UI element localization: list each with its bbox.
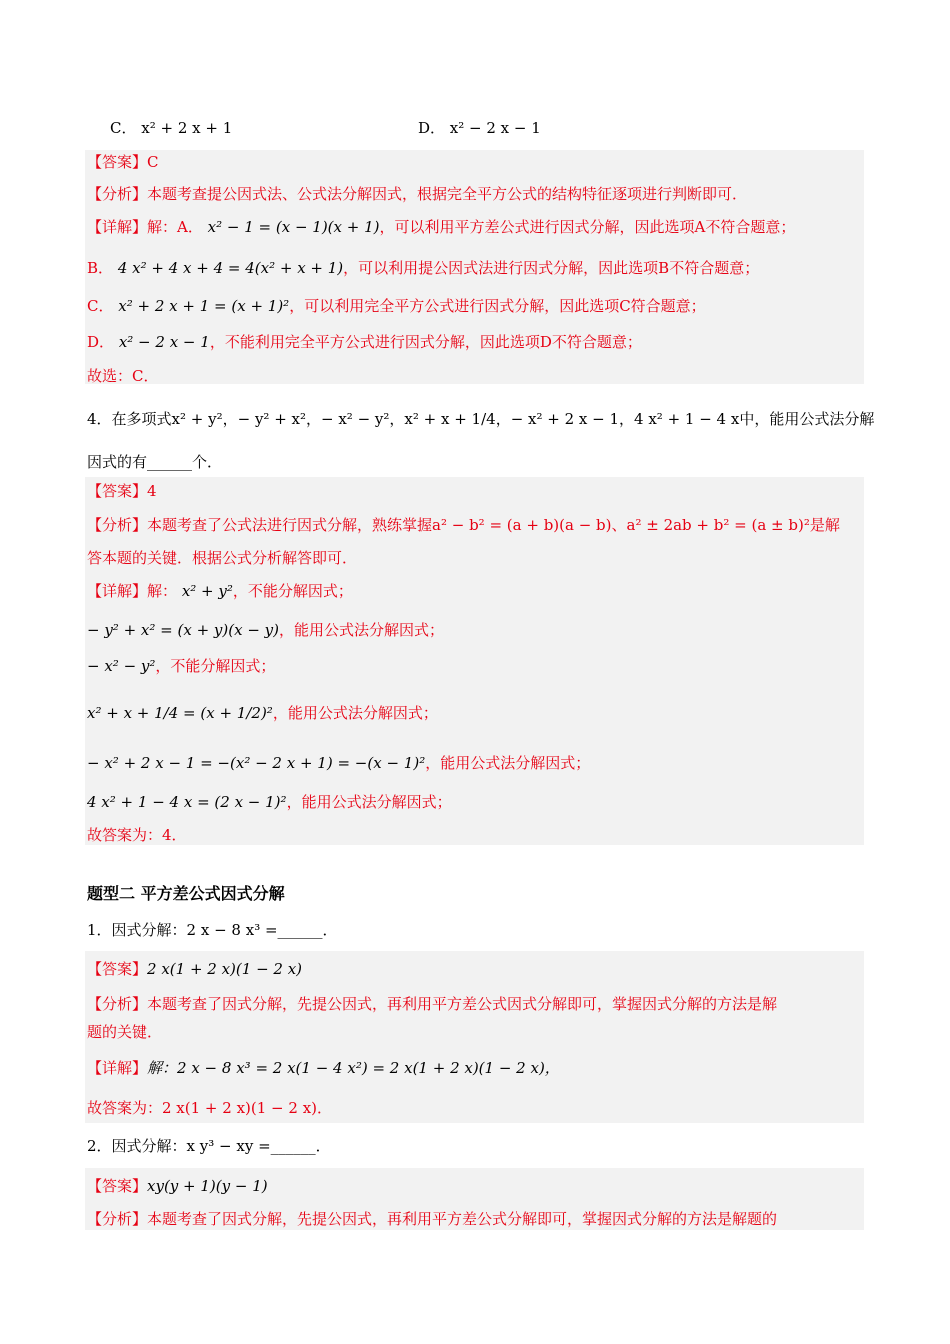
q4-analysis-line1 — [87, 514, 840, 536]
step-math: 4 x² + 1 − 4 x = (2 x − 1)² — [87, 793, 287, 811]
s2q1-analysis-line2: 题的关键． — [87, 1023, 163, 1041]
detail-a-prefix: 解：A． — [147, 218, 203, 236]
analysis-text: 本题考查了因式分解，先提公因式，再利用平方差公式因式分解即可，掌握因式分解的方法是解 — [147, 995, 778, 1013]
q3-detail-d — [87, 331, 642, 353]
q4-analysis-line2: 答本题的关键．根据公式分析解答即可． — [87, 549, 358, 567]
step-text: ，能用公式法分解因式； — [272, 704, 438, 722]
detail-d-math: x² − 2 x − 1 — [118, 333, 210, 351]
answer-value: 4 — [147, 482, 157, 500]
detail-tag: 【详解】 — [87, 218, 148, 236]
detail-b-text: ，可以利用提公因式法进行因式分解，因此选项B不符合题意； — [343, 259, 760, 277]
q4-stem-line2: 因式的有______个． — [87, 453, 223, 471]
q4-step-6 — [87, 791, 452, 813]
q4-step-5 — [87, 752, 590, 774]
s2q1-conclusion: 故答案为：2 x(1 + 2 x)(1 − 2 x)． — [87, 1099, 333, 1117]
step-text: ，能用公式法分解因式； — [279, 621, 445, 639]
step-math: − x² + 2 x − 1 = −(x² − 2 x + 1) = −(x − 1)² — [87, 754, 426, 772]
s2q2-answer-line — [87, 1175, 268, 1197]
analysis-tag: 【分析】 — [87, 1210, 148, 1228]
step-math: − x² − y² — [87, 657, 156, 675]
step-text: ，能用公式法分解因式； — [286, 793, 452, 811]
step-text: ，能用公式法分解因式； — [425, 754, 591, 772]
step-math: − y² + x² = (x + y)(x − y) — [87, 621, 279, 639]
s2q1-answer-line — [87, 958, 302, 980]
detail-d-text: ，不能利用完全平方公式进行因式分解，因此选项D不符合题意； — [209, 333, 642, 351]
analysis-text: 本题考查了公式法进行因式分解，熟练掌握a² − b² = (a + b)(a − b)、a² ± 2ab + b² = (a ± b)²是解 — [147, 516, 840, 534]
answer-tag: 【答案】 — [87, 1177, 148, 1195]
q4-answer-line — [87, 480, 157, 502]
detail-math: 解：2 x − 8 x³ = 2 x(1 − 4 x²) = 2 x(1 + 2 x)(1 − 2 x)， — [147, 1059, 560, 1077]
step-math: x² + y² — [181, 582, 233, 600]
q4-step-2 — [87, 619, 444, 641]
q3-answer-line — [87, 151, 159, 173]
option-d: D． x² − 2 x − 1 — [418, 119, 541, 137]
q4-step-4 — [87, 702, 438, 724]
detail-a-math: x² − 1 = (x − 1)(x + 1) — [207, 218, 380, 236]
answer-value: 2 x(1 + 2 x)(1 − 2 x) — [147, 960, 303, 978]
analysis-tag: 【分析】 — [87, 995, 148, 1013]
q3-detail-b — [87, 257, 759, 279]
answer-value: C — [147, 153, 159, 171]
step-text: ，不能分解因式； — [232, 582, 353, 600]
section-heading: 题型二 平方差公式因式分解 — [87, 884, 285, 903]
step-text: ，不能分解因式； — [155, 657, 276, 675]
answer-tag: 【答案】 — [87, 482, 148, 500]
analysis-tag: 【分析】 — [87, 185, 148, 203]
detail-d-prefix: D． — [87, 333, 115, 351]
detail-a-text: ，可以利用平方差公式进行因式分解，因此选项A不符合题意； — [379, 218, 796, 236]
detail-c-text: ，可以利用完全平方公式进行因式分解，因此选项C符合题意； — [289, 297, 706, 315]
analysis-text: 本题考查了因式分解，先提公因式，再利用平方差公式分解即可，掌握因式分解的方法是解题的 — [147, 1210, 778, 1228]
q3-analysis-line — [87, 183, 747, 205]
q3-detail-c — [87, 295, 706, 317]
q4-conclusion: 故答案为：4． — [87, 826, 187, 844]
option-c: C． x² + 2 x + 1 — [110, 119, 233, 137]
q4-step-3 — [87, 655, 275, 677]
s2q2-stem: 2．因式分解：x y³ − xy =______． — [87, 1137, 331, 1155]
q3-detail-a — [87, 216, 795, 238]
q4-step-1 — [87, 580, 353, 602]
s2q1-stem: 1．因式分解：2 x − 8 x³ =______． — [87, 921, 338, 939]
s2q1-analysis-line1 — [87, 993, 777, 1015]
q4-stem-line1: 4．在多项式x² + y²，− y² + x²，− x² − y²，x² + x + 1/4，− x² + 2 x − 1，4 x² + 1 − 4 x中，能用公式法分解 — [87, 410, 875, 428]
s2q1-detail — [87, 1057, 560, 1079]
analysis-tag: 【分析】 — [87, 516, 148, 534]
answer-value: xy(y + 1)(y − 1) — [147, 1177, 268, 1195]
detail-b-prefix: B． — [87, 259, 114, 277]
detail-c-math: x² + 2 x + 1 = (x + 1)² — [118, 297, 290, 315]
detail-b-math: 4 x² + 4 x + 4 = 4(x² + x + 1) — [117, 259, 344, 277]
detail-c-prefix: C． — [87, 297, 114, 315]
detail-tag: 【详解】 — [87, 1059, 148, 1077]
s2q2-analysis-line1 — [87, 1208, 777, 1230]
answer-tag: 【答案】 — [87, 960, 148, 978]
detail-tag: 【详解】 — [87, 582, 148, 600]
step-math: x² + x + 1/4 = (x + 1/2)² — [87, 704, 273, 722]
answer-tag: 【答案】 — [87, 153, 148, 171]
analysis-text: 本题考查提公因式法、公式法分解因式，根据完全平方公式的结构特征逐项进行判断即可． — [147, 185, 748, 203]
q3-conclusion: 故选：C． — [87, 367, 159, 385]
detail-prefix: 解： — [147, 582, 178, 600]
